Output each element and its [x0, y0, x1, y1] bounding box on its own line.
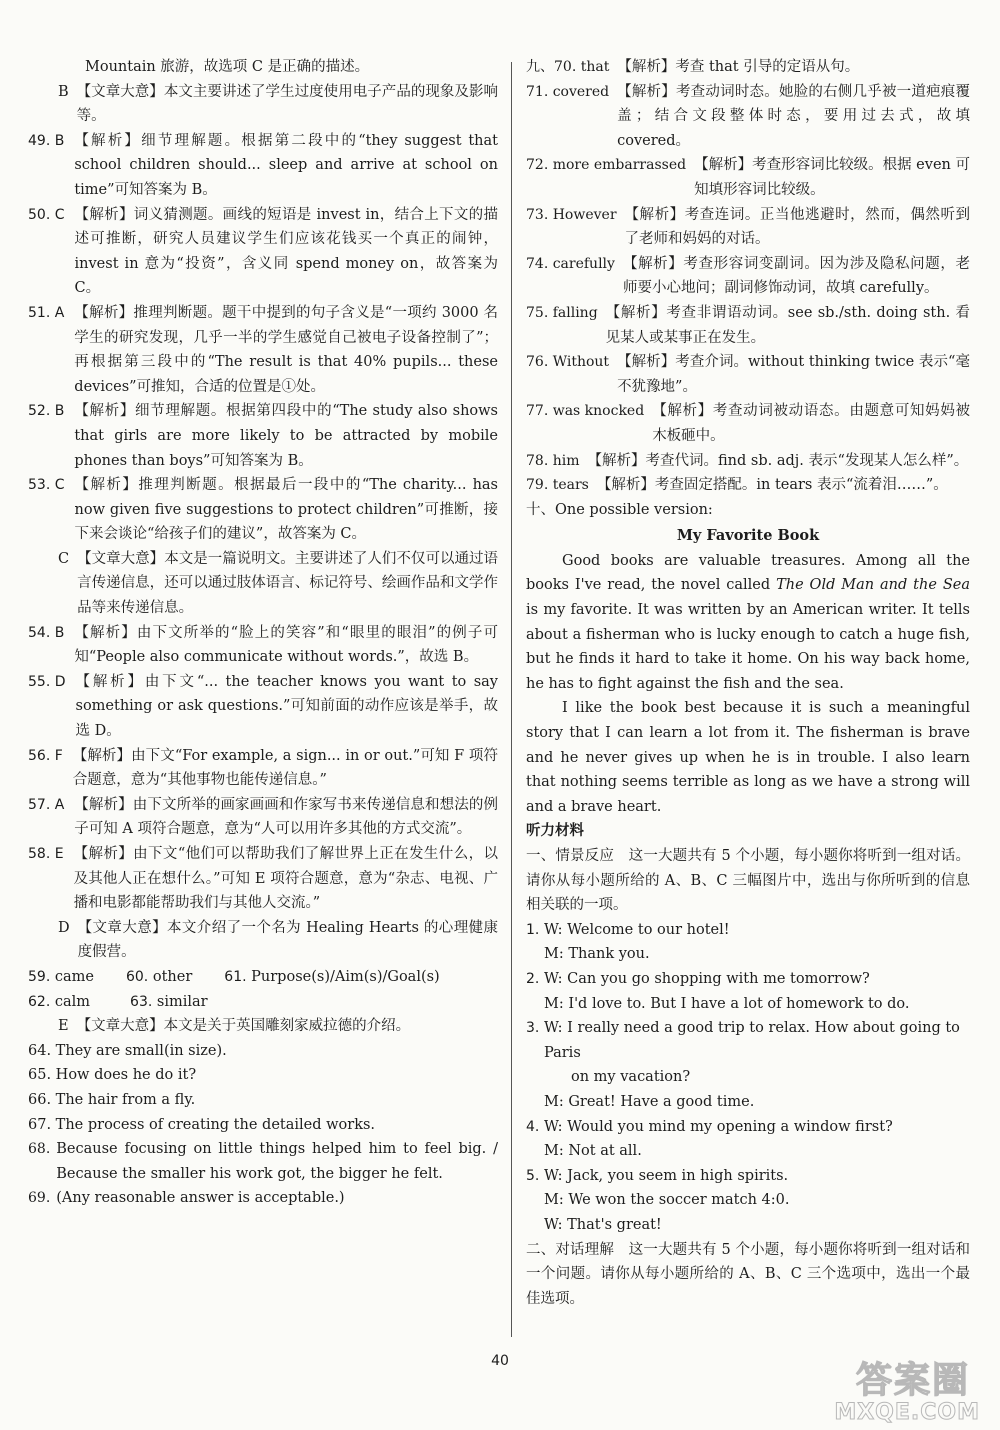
- answer-52: [28, 399, 498, 473]
- watermark-logo: 答案圈 MXQE.COM: [834, 1360, 980, 1425]
- answer-73: [526, 203, 970, 252]
- summary-text: 【文章大意】本文是关于英国雕刻家威拉德的介绍。: [76, 1018, 411, 1035]
- answer-50: [28, 203, 498, 301]
- listening-title: 听力材料: [526, 822, 584, 840]
- answer-explanation: 【解析】考查动词时态。她脸的右侧几乎被一道疤痕覆盖；结合文段整体时态，要用过去式，故填 covered。: [617, 83, 970, 149]
- answer-explanation: 【解析】考查固定搭配。in tears 表示“流着泪……”。: [596, 477, 948, 494]
- answer-79: [526, 473, 970, 498]
- answer-66: 66. The hair from a fly.: [28, 1091, 196, 1108]
- fill-answers-row-1: [28, 965, 498, 990]
- answer-number: 58. E: [28, 846, 64, 862]
- answer-explanation: 【解析】推理判断题。根据最后一段中的“The charity... has now given five suggestions to protect children”可推断，接下来会谈论“给孩子们的建议”，故答案为 C。: [74, 477, 498, 543]
- answer-explanation: 【解析】由下文“他们可以帮助我们了解世界上正在发生什么，以及其他人正在想什么。”可知 E 项符合题意，意为“杂志、电视、广播和电影都能帮助我们与其他人交流。”: [73, 846, 498, 912]
- answer-number: 51. A: [28, 304, 65, 321]
- answer-68: [28, 1137, 498, 1186]
- answer-number: 78. him: [526, 452, 580, 469]
- answer-57: [28, 793, 498, 842]
- essay-paragraph-1: [526, 549, 970, 697]
- answer-number: 72. more embarrassed: [526, 157, 687, 174]
- answer-number: 53. C: [28, 477, 65, 494]
- dialogue-line: M: Thank you.: [544, 946, 650, 963]
- essay-text: is my favorite. It was written by an American writer. It tells about a fisherman who is lucky enough to catch a huge fish, but he finds it hard to take it home. On his way back home, he has to fight against the fish and the sea.: [526, 602, 970, 692]
- summary-b: [28, 80, 498, 129]
- answer-number: 55. D: [28, 673, 66, 690]
- answer-number: 九、70. that: [526, 59, 610, 75]
- summary-c: [28, 547, 498, 621]
- answer-51: [28, 301, 498, 399]
- page-number: 40: [491, 1353, 509, 1369]
- dialogue-number: 5.: [526, 1167, 540, 1184]
- fill-number: 63.: [130, 993, 153, 1010]
- summary-text: 【文章大意】本文主要讲述了学生过度使用电子产品的现象及影响等。: [76, 83, 498, 125]
- fill-number: 61.: [224, 968, 247, 985]
- dialogue-line: W: Jack, you seem in high spirits.: [544, 1167, 789, 1184]
- fill-answers-row-2: [28, 990, 498, 1015]
- answer-76: [526, 350, 970, 399]
- answer-explanation: 【解析】考查连词。正当他逃避时，然而，偶然听到了老师和妈妈的对话。: [624, 206, 970, 248]
- fill-answer: other: [152, 968, 193, 985]
- answer-number: 76. Without: [526, 354, 610, 371]
- answer-58: [28, 842, 498, 916]
- right-column: [526, 55, 970, 1311]
- fill-answer: came: [54, 968, 94, 985]
- answer-number: 52. B: [28, 403, 65, 420]
- answer-56: [28, 744, 498, 793]
- answer-number: 56. F: [28, 747, 63, 764]
- answer-number: 77. was knocked: [526, 403, 645, 420]
- answer-number: 50. C: [28, 206, 65, 223]
- answer-72: [526, 153, 970, 202]
- dialogue-number: 4.: [526, 1118, 540, 1135]
- answer-explanation: 【解析】考查代词。find sb. adj. 表示“发现某人怎么样”。: [587, 452, 969, 469]
- dialogue-number: 1.: [526, 921, 540, 938]
- answer-text: (Any reasonable answer is acceptable.): [56, 1190, 345, 1207]
- dialogue-line: M: Not at all.: [544, 1143, 642, 1160]
- summary-text: 【文章大意】本文介绍了一个名为 Healing Hearts 的心理健康度假营。: [77, 919, 498, 961]
- answer-explanation: 【解析】由下文所举的画家画画和作家写书来传递信息和想法的例子可知 A 项符合题意，意为“人可以用许多其他的方式交流”。: [74, 796, 498, 838]
- answer-explanation: 【解析】细节理解题。根据第二段中的“they suggest that school children should... sleep and arrive at school on time”可知答案为 B。: [74, 132, 498, 198]
- answer-explanation: 【解析】由下文“... the teacher knows you want to say something or ask questions.”可知前面的动作应该是举手，故选 D。: [75, 673, 498, 740]
- dialogue-number: 3.: [526, 1020, 540, 1037]
- summary-letter: E: [58, 1018, 69, 1035]
- dialogue-3: [526, 1016, 970, 1114]
- answer-55: [28, 670, 498, 744]
- dialogue-line: M: I'd love to. But I have a lot of homework to do.: [544, 995, 910, 1012]
- dialogue-line: W: That's great!: [544, 1216, 662, 1233]
- essay-label: 十、One possible version:: [526, 501, 713, 518]
- fill-number: 62.: [28, 993, 51, 1010]
- fill-answer: calm: [54, 993, 91, 1010]
- answer-number: 57. A: [28, 796, 65, 813]
- answer-explanation: 【解析】由下文所举的“脸上的笑容”和“眼里的眼泪”的例子可知“People also communicate without words.”，故选 B。: [74, 624, 498, 666]
- dialogue-4: [526, 1115, 970, 1164]
- answer-explanation: 【解析】考查 that 引导的定语从句。: [617, 59, 860, 75]
- answer-74: [526, 252, 970, 301]
- summary-d: [28, 916, 498, 965]
- answer-71: [526, 80, 970, 154]
- essay-paragraph-2: I like the book best because it is such a meaningful story that I can learn a lot from it. The fisherman is brave and he never gives up when he is in trouble. I also learn that nothing seems terrible as long as we have a strong will and a brave heart.: [526, 700, 970, 815]
- dialogue-line: W: Can you go shopping with me tomorrow?: [544, 970, 870, 987]
- summary-text: 【文章大意】本文是一篇说明文。主要讲述了人们不仅可以通过语言传递信息，还可以通过肢体语言、标记符号、绘画作品和文学作品等来传递信息。: [77, 550, 498, 617]
- answer-65: 65. How does he do it?: [28, 1067, 197, 1084]
- answer-explanation: 【解析】推理判断题。题干中提到的句子含义是“一项约 3000 名学生的研究发现，几乎一半的学生感觉自己被电子设备控制了”；再根据第三段中的“The result is that 40% pupils... these devices”可推知，合适的位置是①处。: [74, 304, 498, 395]
- fill-answer: similar: [156, 993, 208, 1010]
- summary-letter: C: [58, 550, 70, 567]
- answer-number: 75. falling: [526, 304, 598, 321]
- answer-number: 74. carefully: [526, 255, 615, 272]
- answer-number: 68.: [28, 1141, 51, 1158]
- answer-54: [28, 621, 498, 670]
- answer-number: 49. B: [28, 132, 65, 149]
- answer-text: Because focusing on little things helped him to feel big. / Because the smaller his work got, the bigger he felt.: [56, 1141, 498, 1182]
- essay-title: My Favorite Book: [676, 527, 820, 545]
- left-column: [28, 55, 498, 1211]
- dialogue-5: [526, 1164, 970, 1238]
- fill-answer: Purpose(s)/Aim(s)/Goal(s): [251, 968, 440, 985]
- dialogue-line: W: Would you mind my opening a window first?: [544, 1118, 893, 1135]
- answer-explanation: 【解析】考查形容词比较级。根据 even 可知填形容词比较级。: [694, 157, 970, 198]
- answer-number: 54. B: [28, 624, 65, 641]
- dialogue-2: [526, 967, 970, 1016]
- answer-number: 73. However: [526, 206, 617, 223]
- dialogue-line: W: I really need a good trip to relax. How about going to Paris: [544, 1020, 960, 1061]
- answer-explanation: 【解析】词义猜测题。画线的短语是 invest in，结合上下文的描述可推断，研究人员建议学生们应该花钱买一个真正的闹钟，invest in 意为“投资”，含义同 spend money on，故答案为 C。: [74, 206, 498, 297]
- summary-e: [28, 1014, 498, 1039]
- answer-number: 71. covered: [526, 83, 610, 100]
- answer-explanation: 【解析】考查形容词变副词。因为涉及隐私问题，老师要小心地问；副词修饰动词，故填 carefully。: [622, 255, 970, 297]
- essay-text: Good books are valuable treasures. Among all the books I've read, the novel called: [526, 552, 970, 594]
- answer-69: [28, 1186, 498, 1211]
- dialogue-number: 2.: [526, 970, 540, 987]
- answer-49: [28, 129, 498, 203]
- answer-explanation: 【解析】由下文“For example, a sign... in or out.”可知 F 项符合题意，意为“其他事物也能传递信息。”: [72, 747, 498, 789]
- fill-number: 60.: [125, 968, 149, 985]
- answer-explanation: 【解析】细节理解题。根据第四段中的“The study also shows that girls are more likely to be attracted by mobile phones than boys”可知答案为 B。: [74, 403, 498, 469]
- summary-letter: B: [58, 83, 69, 100]
- book-title: The Old Man and the Sea: [776, 577, 970, 594]
- answer-explanation: 【解析】考查非谓语动词。see sb./sth. doing sth. 看见某人或某事正在发生。: [605, 304, 970, 346]
- answer-64: 64. They are small(in size).: [28, 1042, 227, 1059]
- answer-78: [526, 449, 970, 474]
- dialogue-1: [526, 918, 970, 967]
- dialogue-line: M: Great! Have a good time.: [544, 1093, 755, 1110]
- answer-explanation: 【解析】考查介词。without thinking twice 表示“毫不犹豫地”。: [617, 354, 970, 395]
- answer-77: [526, 399, 970, 448]
- section-1-instructions: 一、情景反应 这一大题共有 5 个小题，每小题你将听到一组对话。请你从每小题所给的 A、B、C 三幅图片中，选出与你所听到的信息相关联的一项。: [526, 848, 970, 914]
- answer-67: 67. The process of creating the detailed works.: [28, 1116, 376, 1133]
- section-2-instructions: 二、对话理解 这一大题共有 5 个小题，每小题你将听到一组对话和一个问题。请你从每小题所给的 A、B、C 三个选项中，选出一个最佳选项。: [526, 1241, 970, 1307]
- continued-text: Mountain 旅游，故选项 C 是正确的描述。: [85, 59, 370, 75]
- dialogue-line: M: We won the soccer match 4:0.: [544, 1192, 790, 1209]
- answer-number: 69.: [28, 1190, 51, 1207]
- answer-number: 79. tears: [526, 477, 589, 494]
- dialogue-line: W: Welcome to our hotel!: [544, 921, 730, 938]
- answer-70: [526, 55, 970, 80]
- column-divider: [511, 62, 512, 1337]
- summary-letter: D: [58, 919, 70, 936]
- answer-explanation: 【解析】考查动词被动语态。由题意可知妈妈被木板砸中。: [652, 403, 970, 444]
- fill-number: 59.: [28, 968, 51, 985]
- dialogue-line-continued: on my vacation?: [571, 1069, 691, 1086]
- answer-53: [28, 473, 498, 547]
- answer-75: [526, 301, 970, 350]
